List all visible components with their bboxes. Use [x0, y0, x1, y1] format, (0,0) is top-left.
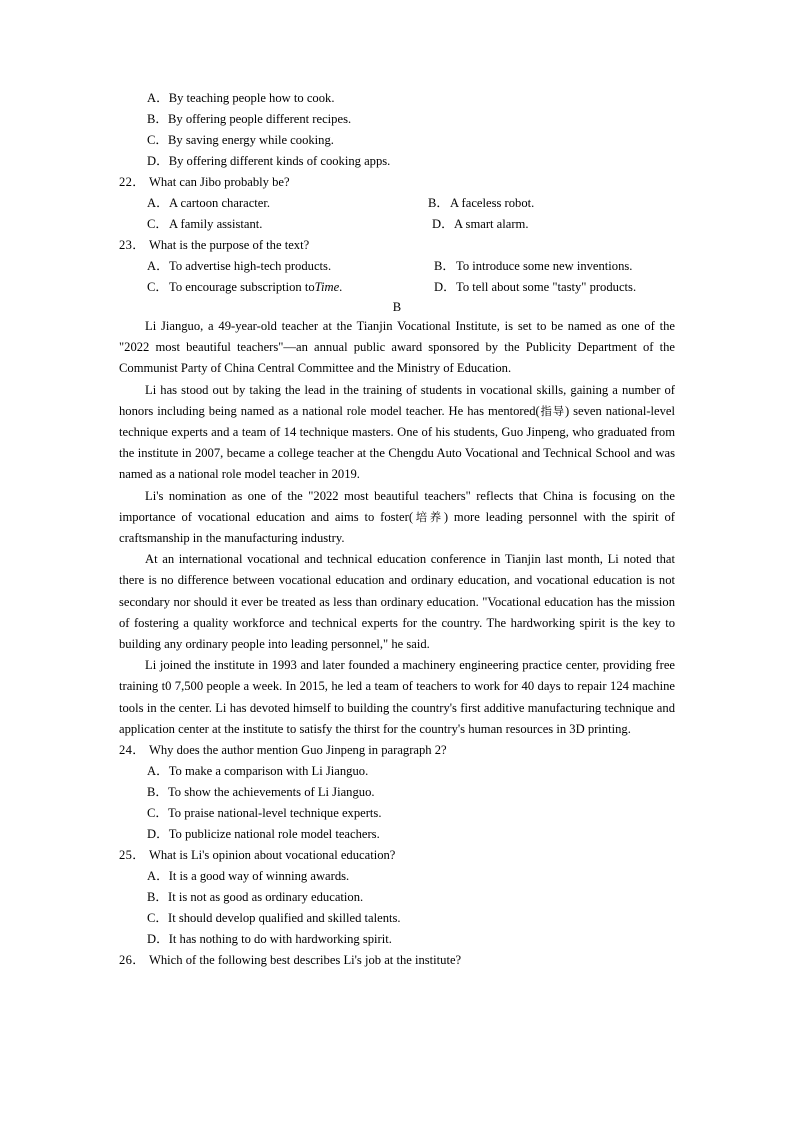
- option-row-q23-ab: [119, 256, 675, 277]
- option-q22-d-text: A smart alarm.: [454, 217, 529, 231]
- option-q23-c-text-before: To encourage subscription to: [169, 280, 315, 294]
- option-q23-d: [428, 277, 636, 298]
- option-q25-b: B．It is not as good as ordinary education.: [147, 890, 364, 905]
- section-label-b: B: [392, 300, 402, 314]
- option-q24-b: B．To show the achievements of Li Jianguo.: [147, 785, 375, 800]
- question-25-stem: What is Li's opinion about vocational education?: [149, 848, 396, 863]
- option-q21-a: A．By teaching people how to cook.: [147, 91, 335, 105]
- question-23-number: 23．: [119, 238, 146, 252]
- option-q23-b-letter: B．: [434, 259, 455, 273]
- option-q23-d-text: To tell about some "tasty" products.: [456, 280, 637, 294]
- passage-paragraph-3: [119, 486, 675, 550]
- option-q23-c: [119, 277, 428, 298]
- option-q23-a: [119, 256, 428, 277]
- option-q23-a-text: To advertise high-tech products.: [169, 259, 332, 273]
- option-row-q22-cd: [119, 214, 675, 235]
- option-q23-c-italic-title: Time: [314, 280, 340, 294]
- option-q22-d: [428, 214, 529, 235]
- option-q23-c-text-after: .: [339, 280, 343, 294]
- option-q23-c-letter: C．: [147, 280, 168, 294]
- passage-paragraph-4: At an international vocational and technical education conference in Tianjin last month, Li noted that there is no difference between vocational education and ordinary education, and vocational education is not secondary nor should it ever be treated as less than ordinary education. "Vocational education has the mission of fostering a quality workforce and technical experts for the country. The hardworking spirit is the key to building any ordinary people into leading personnel," he said.: [119, 552, 675, 652]
- passage-paragraph-2: [119, 380, 675, 486]
- question-26-number: 26．: [119, 953, 146, 968]
- passage-p3-after: ) more leading personnel with the spirit of craftsmanship in the manufacturing industry.: [119, 509, 675, 546]
- option-q23-b: [428, 256, 632, 277]
- question-24-number: 24．: [119, 743, 146, 758]
- page-content: [119, 88, 675, 971]
- option-q22-a-text: A cartoon character.: [169, 196, 271, 210]
- option-q22-b-letter: B．: [428, 196, 449, 210]
- option-q21-c: C．By saving energy while cooking.: [147, 133, 334, 147]
- option-q21-b: B．By offering people different recipes.: [147, 112, 352, 126]
- option-q23-a-letter: A．: [147, 259, 169, 273]
- option-q22-c-letter: C．: [147, 217, 168, 231]
- option-q21-d: D．By offering different kinds of cooking apps.: [147, 154, 391, 168]
- question-25: [119, 845, 675, 866]
- question-22-stem: What can Jibo probably be?: [149, 175, 290, 189]
- passage-p3-gloss-cjk: 培养: [413, 509, 444, 524]
- passage-p2-before: Li has stood out by taking the lead in the training of students in vocational skills, gaining a number of honors including being named as a national role model teacher. He has mentored(: [119, 382, 675, 418]
- option-row-q22-ab: [119, 193, 675, 214]
- option-q22-b-text: A faceless robot.: [450, 196, 535, 210]
- passage-paragraph-1: Li Jianguo, a 49-year-old teacher at the Tianjin Vocational Institute, is set to be named as one of the "2022 most beautiful teachers"—an annual public award sponsored by the Publicity Department of the Communist Party of China Central Committee and the Ministry of Education.: [119, 319, 675, 376]
- passage-p2-gloss-cjk: 指导: [539, 403, 565, 418]
- question-24: [119, 740, 675, 761]
- option-q22-c: [119, 214, 428, 235]
- option-q22-b: [428, 193, 534, 214]
- option-row-q23-cd: [119, 277, 675, 298]
- option-q25-a: A．It is a good way of winning awards.: [147, 869, 350, 884]
- option-q22-d-letter: D．: [432, 217, 454, 231]
- question-22-number: 22．: [119, 175, 146, 189]
- question-26: [119, 950, 675, 971]
- option-q23-b-text: To introduce some new inventions.: [456, 259, 633, 273]
- passage-p2-after: ) seven national-level technique experts and a team of 14 technique masters. One of his students, Guo Jinpeng, who graduated from the institute in 2007, became a college teacher at the Chengdu Auto Vocational and Technical School and was named as a national role model teacher in 2019.: [119, 403, 675, 482]
- option-q24-c: C．To praise national-level technique experts.: [147, 806, 382, 821]
- question-23: [119, 235, 675, 256]
- option-q24-a: A．To make a comparison with Li Jianguo.: [147, 764, 369, 779]
- question-26-stem: Which of the following best describes Li's job at the institute?: [149, 953, 462, 968]
- question-25-number: 25．: [119, 848, 146, 863]
- option-q25-d: D．It has nothing to do with hardworking spirit.: [147, 932, 392, 947]
- question-23-stem: What is the purpose of the text?: [149, 238, 310, 252]
- option-q22-a: [119, 193, 428, 214]
- question-22: [119, 172, 675, 193]
- option-q23-d-letter: D．: [434, 280, 456, 294]
- question-24-stem: Why does the author mention Guo Jinpeng in paragraph 2?: [149, 743, 447, 758]
- passage-paragraph-5: Li joined the institute in 1993 and later founded a machinery engineering practice center, providing free training t0 7,500 people a week. In 2015, he led a team of teachers to work for 40 days to repair 124 machine tools in the center. Li has devoted himself to building the country's first additive manufacturing technique and application center at the institute to satisfy the thirst for the country's human resources in 3D printing.: [119, 658, 675, 736]
- passage-p3-before: Li's nomination as one of the "2022 most beautiful teachers" reflects that China is focusing on the importance of vocational education and aims to foster(: [119, 488, 675, 524]
- option-q25-c: C．It should develop qualified and skilled talents.: [147, 911, 401, 926]
- option-q22-a-letter: A．: [147, 196, 169, 210]
- option-q24-d: D．To publicize national role model teachers.: [147, 827, 380, 842]
- option-q22-c-text: A family assistant.: [169, 217, 263, 231]
